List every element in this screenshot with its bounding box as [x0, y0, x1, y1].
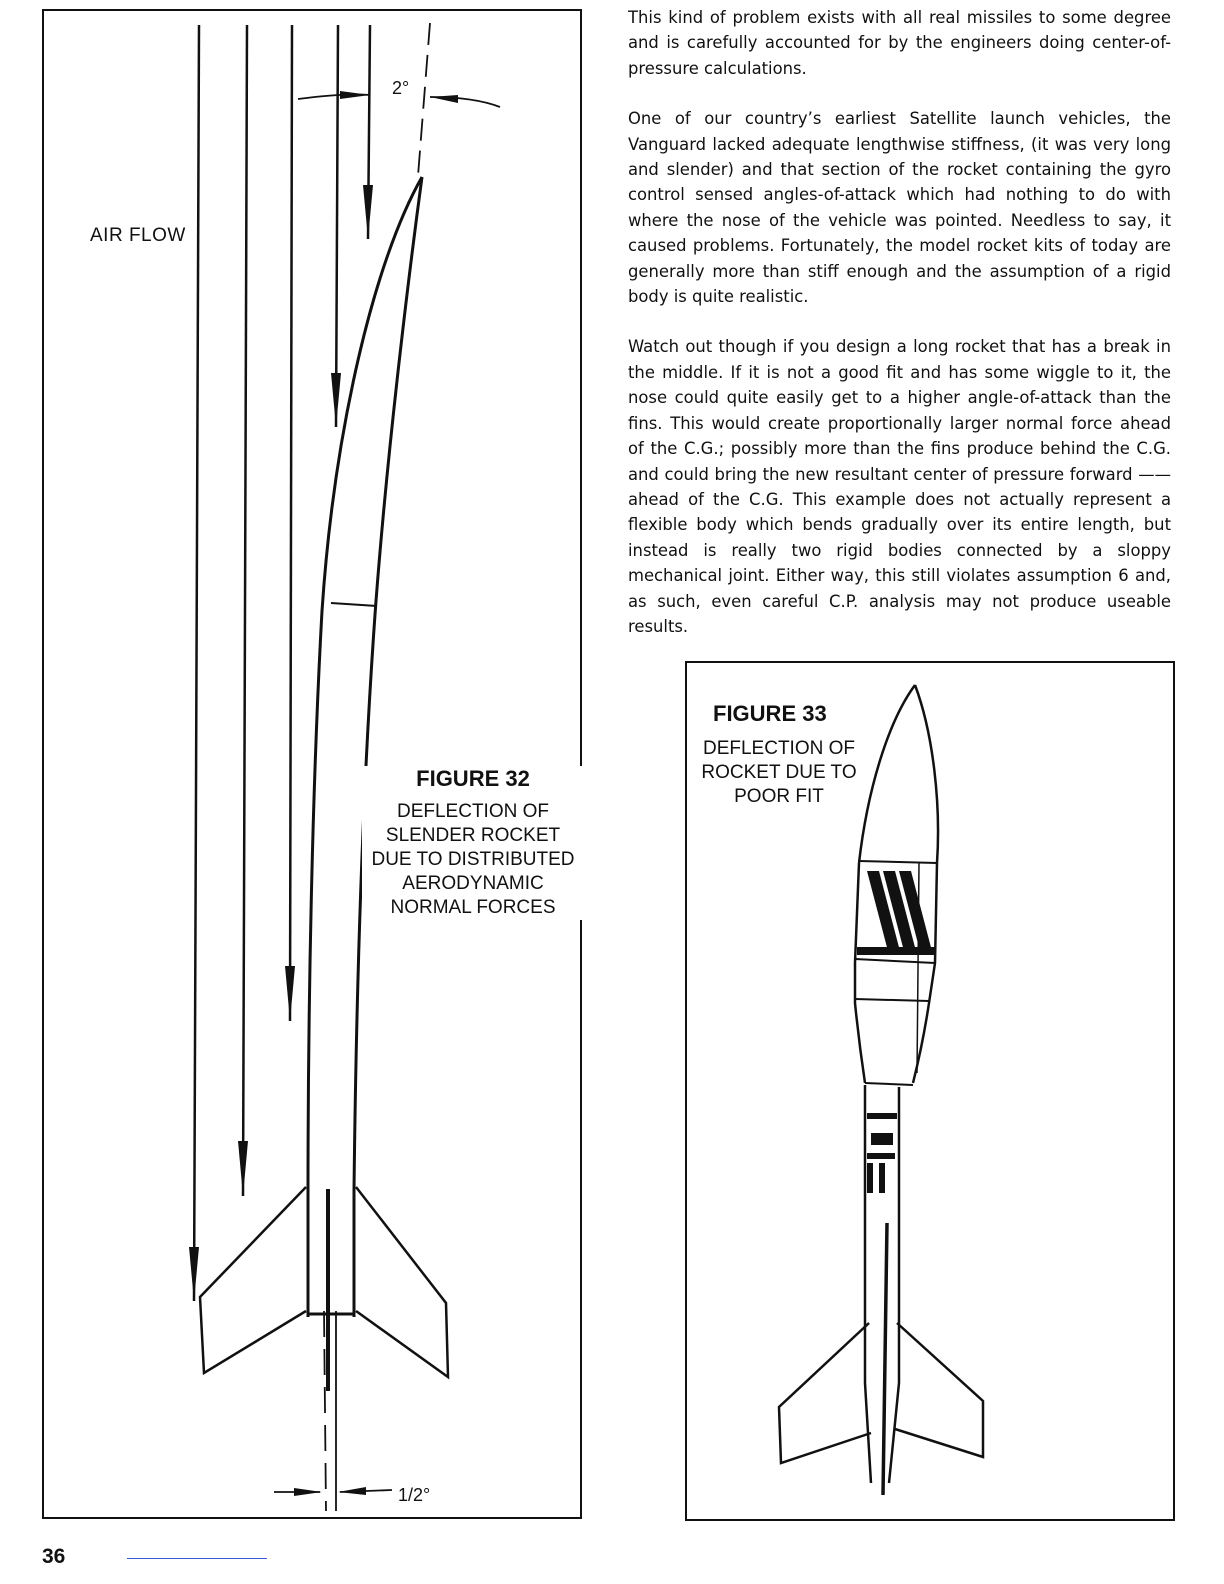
joint-mark-3: [867, 1153, 895, 1159]
body-seam-line: [917, 863, 919, 1073]
footer-rule: [127, 1558, 267, 1559]
figure-33: [685, 661, 1175, 1521]
joint-mark-4: [867, 1163, 873, 1193]
top-angle-label: 2°: [392, 78, 410, 98]
airflow-arrowhead-3: [285, 966, 295, 1021]
airflow-arrowhead-5: [363, 185, 373, 239]
figure-33-title: FIGURE 33: [713, 701, 827, 726]
shoulder-line: [865, 1083, 913, 1085]
paragraph: One of our country’s earliest Satellite launch vehicles, the Vanguard lacked adequate lengthwise stiffness, (it was very long and slender) and that section of the rocket containing the gyro control sensed angles-of-attack which had nothing to do with where the nose of the vehicle was pointed. Needless to say, it caused problems. Fortunately, the model rocket kits of today are generally more than stiff enough and the assumption of a rigid body is quite realistic.: [628, 109, 1171, 307]
fin-left: [200, 1187, 306, 1373]
figure-32-description: DEFLECTION OF SLENDER ROCKET DUE TO DISTRIBUTED AERODYNAMIC NORMAL FORCES: [371, 801, 575, 918]
page-number: 36: [42, 1545, 66, 1568]
fin-center-edge: [883, 1223, 887, 1495]
band-top: [859, 861, 937, 863]
joint-mark-1: [867, 1113, 897, 1119]
fin-right: [895, 1323, 983, 1457]
half-angle-arrow-right: [338, 1487, 366, 1495]
tail-axis-dashed: [324, 1311, 326, 1511]
rocket-body-right: [354, 177, 422, 1317]
paragraph: This kind of problem exists with all real missiles to some degree and is carefully accounted for by the engineers doing center-of-pressure calculations.: [628, 8, 1171, 78]
bottom-angle-label: 1/2°: [398, 1485, 431, 1505]
airflow-arrowhead-2: [238, 1141, 248, 1196]
fin-right: [356, 1187, 448, 1377]
stripe-band: [857, 947, 935, 955]
airflow-line-3: [290, 25, 292, 1021]
body-tube-joint: [331, 603, 377, 606]
figure-33-description: DEFLECTION OF ROCKET DUE TO POOR FIT: [701, 738, 857, 807]
rocket-body-left: [308, 177, 422, 1317]
airflow-line-1: [194, 25, 199, 1301]
figure-32-title: FIGURE 32: [416, 766, 530, 791]
joint-mark-2: [871, 1133, 893, 1145]
airflow-arrowhead-4: [331, 373, 341, 427]
lower-body-left: [865, 1085, 871, 1483]
paragraph: Watch out though if you design a long rocket that has a break in the middle. If it is not a good fit and has some wiggle to it, the nose could quite easily get to a higher angle-of-attack than the fins. This would create proportionally larger normal force ahead of the C.G.; possibly more than the fins produce behind the C.G. and could bring the new resultant center of pressure forward —— ahead of the C.G. This example does not actually represent a flexible body which bends gradually over its entire length, but instead is really two rigid bodies connected by a sloppy mechanical joint. Either way, this still violates assumption 6 and, as such, even careful C.P. analysis may not produce useable results.: [628, 337, 1171, 636]
airflow-arrowhead-1: [189, 1247, 199, 1301]
airflow-line-2: [243, 25, 247, 1196]
angle-arrow-left: [340, 91, 370, 99]
half-angle-arrow-left: [294, 1488, 322, 1496]
band-bottom: [855, 959, 935, 963]
airflow-line-4: [336, 25, 338, 427]
fin-left: [779, 1323, 871, 1463]
airflow-label: AIR FLOW: [88, 223, 188, 249]
body-text-column: [628, 5, 1171, 664]
figure-33-caption: [689, 701, 869, 809]
upper-body-left: [855, 863, 865, 1083]
lower-body-right: [889, 1087, 899, 1483]
figure-32-caption: [362, 766, 584, 920]
joint-mark-5: [879, 1163, 885, 1193]
nose-axis-dashed: [418, 23, 430, 176]
nose-cone-right: [915, 685, 938, 863]
figure-32: [42, 9, 582, 1519]
